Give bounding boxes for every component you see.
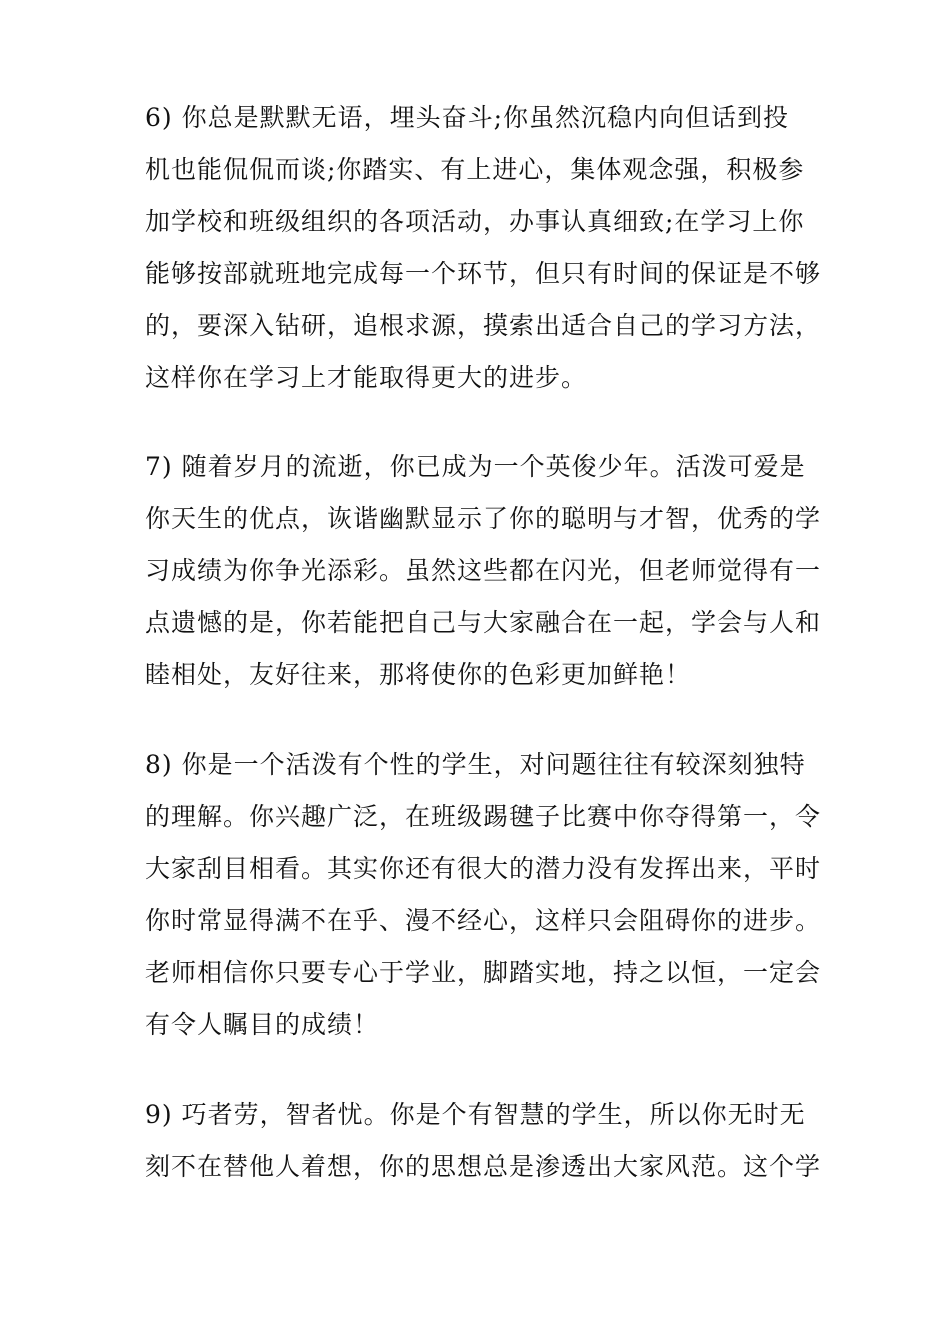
- paragraph-line: 的理解。你兴趣广泛，在班级踢毽子比赛中你夺得第一，令: [145, 802, 822, 831]
- paragraph-line: 有令人瞩目的成绩！: [145, 1010, 380, 1039]
- paragraph-line: 6) 你总是默默无语，埋头奋斗;你虽然沉稳内向但话到投: [145, 103, 790, 132]
- paragraph-line: 老师相信你只要专心于学业，脚踏实地，持之以恒，一定会: [145, 958, 822, 987]
- paragraph-line: 8) 你是一个活泼有个性的学生，对问题往往有较深刻独特: [145, 750, 806, 779]
- paragraph-line: 这样你在学习上才能取得更大的进步。: [145, 363, 588, 392]
- paragraph-line: 刻不在替他人着想，你的思想总是渗透出大家风范。这个学: [145, 1152, 822, 1181]
- comment-paragraph-8: [145, 739, 822, 1051]
- paragraph-line: 的，要深入钻研，追根求源，摸索出适合自己的学习方法，: [145, 311, 822, 340]
- comment-paragraph-9: [145, 1089, 822, 1193]
- paragraph-line: 大家刮目相看。其实你还有很大的潜力没有发挥出来，平时: [145, 854, 822, 883]
- comment-paragraph-6: [145, 92, 822, 404]
- paragraph-line: 7) 随着岁月的流逝，你已成为一个英俊少年。活泼可爱是: [145, 452, 806, 481]
- paragraph-line: 你天生的优点，诙谐幽默显示了你的聪明与才智，优秀的学: [145, 504, 822, 533]
- paragraph-line: 能够按部就班地完成每一个环节，但只有时间的保证是不够: [145, 259, 822, 288]
- paragraph-line: 9) 巧者劳，智者忧。你是个有智慧的学生，所以你无时无: [145, 1100, 806, 1129]
- paragraph-line: 你时常显得满不在乎、漫不经心，这样只会阻碍你的进步。: [145, 906, 822, 935]
- paragraph-line: 加学校和班级组织的各项活动，办事认真细致;在学习上你: [145, 207, 805, 236]
- paragraph-line: 机也能侃侃而谈;你踏实、有上进心，集体观念强，积极参: [145, 155, 805, 184]
- paragraph-line: 点遗憾的是，你若能把自己与大家融合在一起，学会与人和: [145, 608, 822, 637]
- comment-paragraph-7: [145, 441, 822, 701]
- paragraph-line: 睦相处，友好往来，那将使你的色彩更加鲜艳！: [145, 660, 692, 689]
- paragraph-line: 习成绩为你争光添彩。虽然这些都在闪光，但老师觉得有一: [145, 556, 822, 585]
